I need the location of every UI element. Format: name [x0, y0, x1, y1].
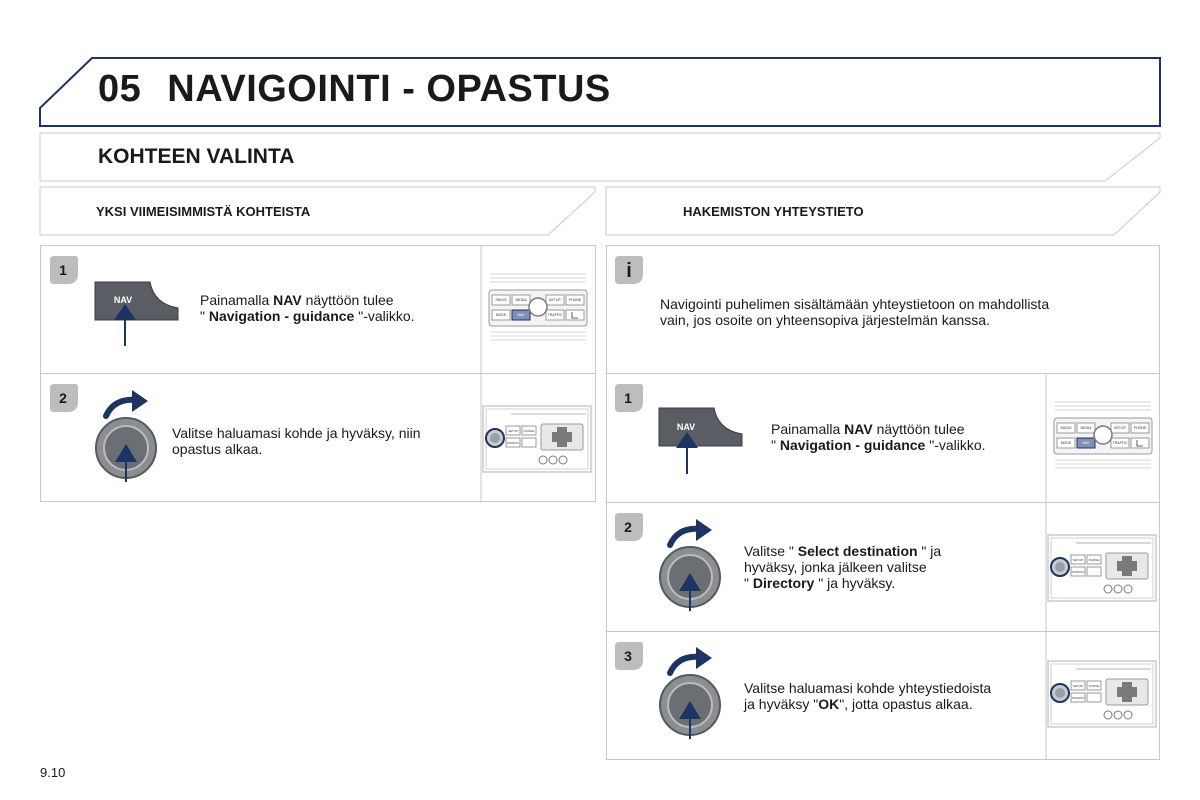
chapter-number: 05 — [98, 68, 142, 110]
step-badge — [613, 640, 645, 672]
nav-button-label: NAV — [517, 313, 525, 317]
right-column-heading: HAKEMISTON YHTEYSTIETO — [683, 204, 864, 219]
setup-button-label: SETUP — [1072, 558, 1084, 562]
radio-button-label: RADIO — [495, 298, 507, 302]
radio-unit-knob-illustration — [1046, 533, 1158, 603]
rotate-arrow-icon — [670, 657, 700, 673]
rotary-knob-illustration — [92, 386, 162, 484]
media-button-label: MEDIA — [515, 298, 527, 302]
traffic-button-label: TRAFFIC — [506, 441, 520, 445]
left-step-1-text: Painamalla NAV näyttöön tulee " Navigation - guidance "-valikko. — [200, 292, 415, 324]
rotary-knob-illustration — [656, 515, 726, 613]
chapter-title — [98, 68, 611, 111]
right-step-2-text: Valitse " Select destination " ja hyväksy, jonka jälkeen valitse " Directory " ja hyväksy. — [744, 543, 942, 591]
setup-button-label: SETUP — [1072, 684, 1084, 688]
phone-button-label: PHONE — [1088, 558, 1100, 562]
nav-button-label: NAV — [676, 422, 696, 432]
setup-button-label: SETUP — [507, 429, 519, 433]
rotate-arrow-icon — [106, 400, 136, 416]
nav-button-illustration — [92, 276, 182, 348]
info-badge — [613, 254, 645, 286]
chapter-title-text: NAVIGOINTI - OPASTUS — [167, 68, 611, 110]
radio-unit-nav-illustration — [1053, 398, 1153, 474]
step-badge-number: 2 — [59, 390, 67, 406]
left-step-2-text: Valitse haluamasi kohde ja hyväksy, niin opastus alkaa. — [172, 425, 421, 457]
phone-button-label: PHONE — [1133, 426, 1147, 430]
rotary-knob-illustration — [656, 643, 726, 741]
phone-button-label: PHONE — [568, 298, 582, 302]
radio-button-label: RADIO — [1060, 426, 1072, 430]
traffic-button-label: TRAFFIC — [1071, 570, 1085, 574]
right-step-1-text: Painamalla NAV näyttöön tulee " Navigation - guidance "-valikko. — [771, 421, 986, 453]
radio-unit-knob-illustration — [481, 404, 593, 474]
step-badge — [613, 382, 645, 414]
phone-button-label: PHONE — [523, 429, 535, 433]
right-step-3-text: Valitse haluamasi kohde yhteystiedoista ja hyväksy "OK", jotta opastus alkaa. — [744, 680, 992, 712]
traffic-button-label: TRAFFIC — [1071, 696, 1085, 700]
rotate-arrow-icon — [670, 529, 700, 545]
nav-button-illustration — [656, 404, 746, 476]
step-badge-number: 2 — [624, 519, 632, 535]
media-button-label: MEDIA — [1080, 426, 1092, 430]
phone-button-label: PHONE — [1088, 684, 1100, 688]
page-number: 9.10 — [40, 765, 66, 780]
left-column-heading: YKSI VIIMEISIMMISTÄ KOHTEISTA — [96, 204, 311, 219]
setup-button-label: SETUP — [549, 298, 561, 302]
info-icon: i — [626, 260, 632, 282]
step-badge — [613, 511, 645, 543]
info-note-text: Navigointi puhelimen sisältämään yhteystietoon on mahdollista vain, jos osoite on yhteensopiva järjestelmän kanssa. — [660, 296, 1050, 328]
step-badge — [48, 254, 80, 286]
mode-button-label: MODE — [1060, 441, 1072, 445]
section-title: KOHTEEN VALINTA — [98, 145, 295, 168]
step-badge — [48, 382, 80, 414]
mode-button-label: MODE — [495, 313, 507, 317]
setup-button-label: SETUP — [1114, 426, 1126, 430]
radio-unit-knob-illustration — [1046, 659, 1158, 729]
traffic-button-label: TRAFFIC — [547, 313, 563, 317]
step-badge-number: 1 — [624, 390, 632, 406]
radio-unit-nav-illustration — [488, 270, 588, 346]
nav-button-label: NAV — [1082, 441, 1090, 445]
nav-button-label: NAV — [113, 295, 133, 305]
step-badge-number: 3 — [624, 648, 632, 664]
step-badge-number: 1 — [59, 262, 67, 278]
traffic-button-label: TRAFFIC — [1112, 441, 1128, 445]
